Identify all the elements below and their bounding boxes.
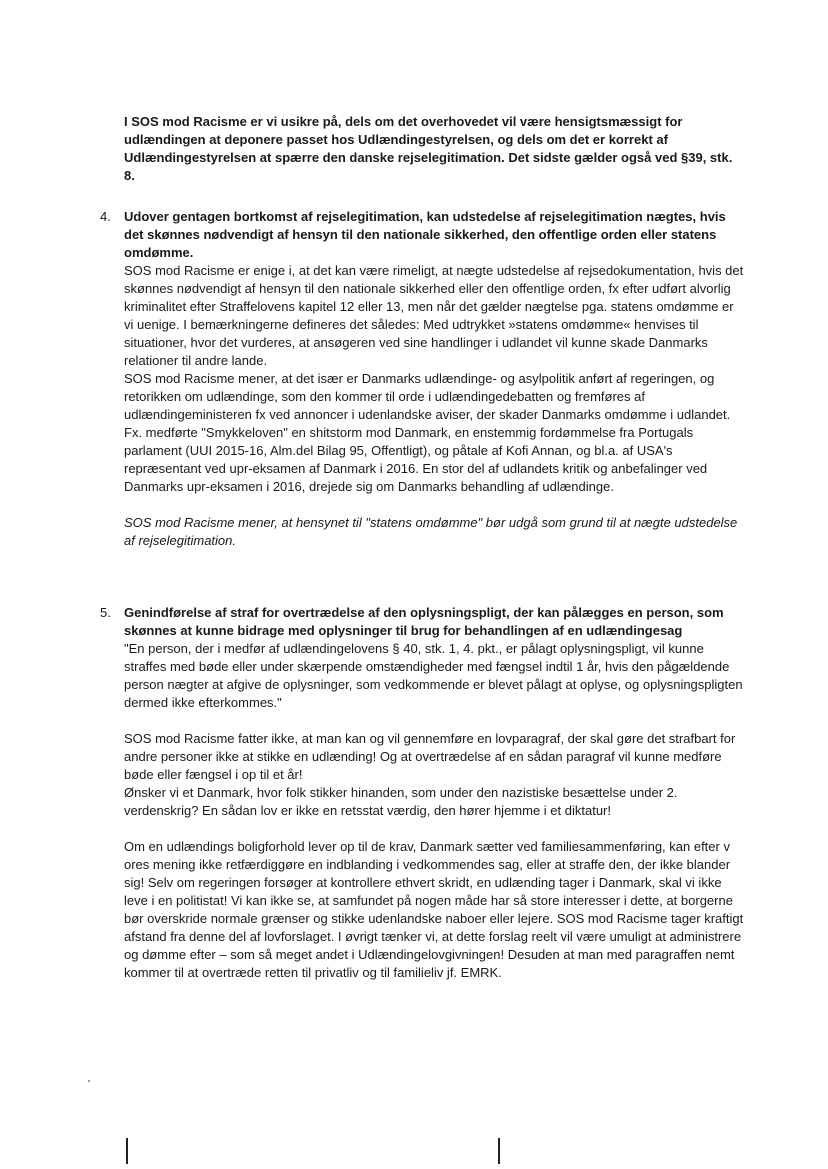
- intro-paragraph: I SOS mod Racisme er vi usikre på, dels om det overhovedet vil være hensigtsmæssigt for udlændingen at deponere passet hos Udlændingestyrelsen, og dels om det er korrekt af Udlændingestyrelsen at spærre den danske rejselegitimation. Det sidste gælder også ved §39, stk. 8.: [124, 114, 733, 183]
- section-5-number: 5.: [100, 605, 111, 620]
- section-4-number: 4.: [100, 209, 111, 224]
- section-4-heading: Udover gentagen bortkomst af rejselegitimation, kan udstedelse af rejselegitimation nægtes, hvis det skønnes nødvendigt af hensyn til den nationale sikkerhed, den offentlige orden eller statens omdømme.: [124, 209, 726, 260]
- scan-mark-right: [498, 1138, 500, 1164]
- scan-mark-left: [126, 1138, 128, 1164]
- section-4-paragraph-2: SOS mod Racisme mener, at det især er Danmarks udlændinge- og asylpolitik anført af regeringen, og retorikken om udlændinge, som den kommer til orde i udlændingedebatten og fremføres af udlændingeministeren fx ved annoncer i udenlandske aviser, der skader Danmarks omdømme i udlandet.: [124, 371, 731, 422]
- section-4-conclusion: SOS mod Racisme mener, at hensynet til "statens omdømme" bør udgå som grund til at nægte udstedelse af rejselegitimation.: [124, 515, 738, 548]
- section-5: [124, 604, 744, 982]
- section-5-paragraph-1: SOS mod Racisme fatter ikke, at man kan og vil gennemføre en lovparagraf, der skal gøre det strafbart for andre personer ikke at stikke en udlænding! Og at overtrædelse af en sådan paragraf vil kunne medføre bøde eller fængsel i op til et år!: [124, 731, 736, 782]
- section-4: [124, 208, 744, 550]
- section-5-heading: Genindførelse af straf for overtrædelse af den oplysningspligt, der kan pålægges en person, som skønnes at kunne bidrage med oplysninger til brug for behandlingen af en udlændingesag: [124, 605, 724, 638]
- section-4-paragraph-3: Fx. medførte "Smykkeloven" en shitstorm mod Danmark, en enstemmig fordømmelse fra Portugals parlament (UUI 2015-16, Alm.del Bilag 95, Offentligt), og påtale af Kofi Annan, og bl.a. af USA's repræsentant ved upr-eksamen af Danmark i 2016. En stor del af udlandets kritik og anbefalinger ved Danmarks upr-eksamen i 2016, drejede sig om Danmarks behandling af udlændinge.: [124, 425, 708, 494]
- section-5-quote: "En person, der i medfør af udlændingelovens § 40, stk. 1, 4. pkt., er pålagt oplysningspligt, vil kunne straffes med bøde eller under skærpende omstændigheder med fængsel indtil 1 år, hvis den pågældende person nægter at afgive de oplysninger, som vedkommende er blevet pålagt at oplyse, og oplysningspligten dermed ikke efterkommes.": [124, 641, 743, 710]
- section-5-paragraph-2: Ønsker vi et Danmark, hvor folk stikker hinanden, som under den nazistiske besættelse under 2. verdenskrig? En sådan lov er ikke en retsstat værdig, den hører hjemme i et diktatur!: [124, 785, 678, 818]
- section-4-paragraph-1: SOS mod Racisme er enige i, at det kan være rimeligt, at nægte udstedelse af rejsedokumentation, hvis det skønnes nødvendigt af hensyn til den nationale sikkerhed eller den offentlige orden, fx efter udført alvorlig kriminalitet efter Straffelovens kapitel 12 eller 13, men når det gælder nægtelse pga. statens omdømme er vi uenige. I bemærkningerne defineres det således: Med udtrykket »statens omdømme« henvises til situationer, hvor det vurderes, at ansøgeren ved sine handlinger i udlandet vil kunne skade Danmarks relationer til andre lande.: [124, 263, 744, 368]
- section-5-paragraph-3: Om en udlændings boligforhold lever op til de krav, Danmark sætter ved familiesammenføring, kan efter v ores mening ikke retfærdiggøre en indblanding i vedkommendes sag, eller at straffe den, der ikke blander sig! Selv om regeringen forsøger at kontrollere ethvert skridt, en udlænding tager i Danmark, skal vi ikke leve i en politistat! Vi kan ikke se, at samfundet på nogen måde har så store interesser i dette, at borgerne bør overskride normale grænser og stikke udenlandske naboer eller lejere. SOS mod Racisme tager kraftigt afstand fra denne del af lovforslaget. I øvrigt tænker vi, at dette forslag reelt vil være umuligt at administrere og dømme efter – som så meget andet i Udlændingelovgivningen! Desuden at man med paragraffen nemt kommer til at overtræde retten til privatliv og til familieliv jf. EMRK.: [124, 839, 744, 980]
- scan-speck: [88, 1080, 90, 1082]
